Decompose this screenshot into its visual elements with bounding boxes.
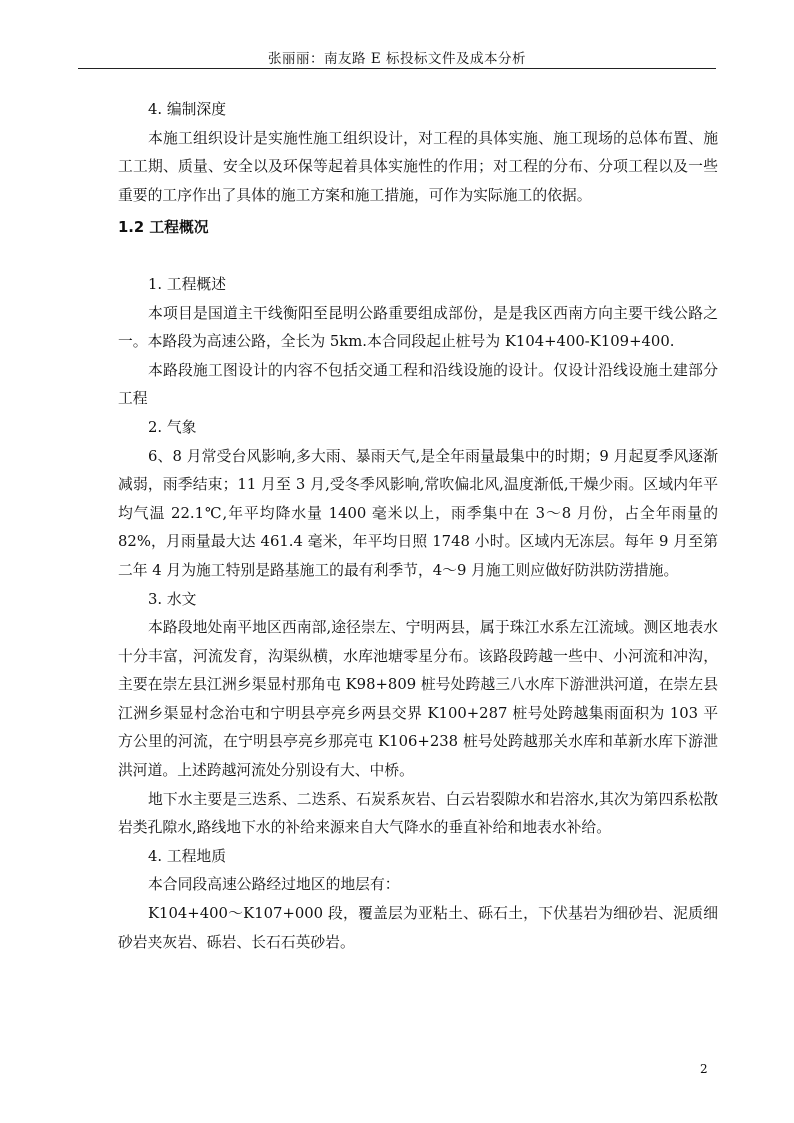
subheading-hydrology: 3. 水文	[148, 590, 197, 608]
subheading-overview: 1. 工程概述	[148, 275, 227, 293]
running-header: 张丽丽：南友路 E 标投标文件及成本分析	[268, 51, 526, 67]
paragraph-geology-intro: 本合同段高速公路经过地区的地层有：	[148, 876, 400, 894]
section-heading-project-overview: 1.2 工程概况	[118, 219, 209, 237]
subheading-compilation-depth: 4. 编制深度	[148, 101, 227, 118]
header-rule	[78, 68, 716, 69]
paragraph-compilation-depth: 本施工组织设计是实施性施工组织设计，对工程的具体实施、施工现场的总体布置、施工工期、质量、安全以及环保等起着具体实施性的作用；对工程的分布、分项工程以及一些重要的工序作出了具体的施工方案和施工措施，可作为实际施工的依据。	[118, 129, 718, 204]
paragraph-weather: 6、8 月常受台风影响,多大雨、暴雨天气,是全年雨量最集中的时期；9 月起夏季风逐渐减弱，雨季结束；11 月至 3 月,受冬季风影响,常吹偏北风,温度渐低,干燥少雨。区域内年平均气温 22.1℃,年平均降水量 1400 毫米以上，雨季集中在 3～8 月份，占全年雨量的 82%，月雨量最大达 461.4 毫米，年平均日照 1748 小时。区域内无冻层。每年 9 月至第二年 4 月为施工特别是路基施工的最有利季节，4～9 月施工则应做好防洪防涝措施。	[118, 447, 718, 579]
paragraph-overview: 本项目是国道主干线衡阳至昆明公路重要组成部份，是是我区西南方向主要干线公路之一。本路段为高速公路，全长为 5km.本合同段起止桩号为 K104+400-K109+400.	[118, 304, 718, 351]
paragraph-geology-segment: K104+400～K107+000 段，覆盖层为亚粘土、砾石土，下伏基岩为细砂岩、泥质细砂岩夹灰岩、砾岩、长石石英砂岩。	[118, 905, 718, 951]
page-number: 2	[700, 1062, 708, 1076]
paragraph-groundwater: 地下水主要是三迭系、二迭系、石炭系灰岩、白云岩裂隙水和岩溶水,其次为第四系松散岩类孔隙水,路线地下水的补给来源来自大气降水的垂直补给和地表水补给。	[118, 790, 718, 837]
subheading-weather: 2. 气象	[148, 418, 197, 436]
paragraph-design-scope: 本路段施工图设计的内容不包括交通工程和沿线设施的设计。仅设计沿线设施土建部分工程	[118, 361, 718, 408]
body-text	[118, 96, 718, 957]
paragraph-hydrology: 本路段地处南平地区西南部,途径崇左、宁明两县，属于珠江水系左江流域。测区地表水十分丰富，河流发育，沟渠纵横，水库池塘零星分布。该路段跨越一些中、小河流和冲沟，主要在崇左县江洲乡渠显村那角屯 K98+809 桩号处跨越三八水库下游泄洪河道，在崇左县江洲乡渠显村念治屯和宁明县亭亮乡两县交界 K100+287 桩号处跨越集雨面积为 103 平方公里的河流，在宁明县亭亮乡那亮屯 K106+238 桩号处跨越那关水库和革新水库下游泄洪河道。上述跨越河流处分别设有大、中桥。	[118, 619, 718, 780]
subheading-geology: 4. 工程地质	[148, 847, 227, 865]
